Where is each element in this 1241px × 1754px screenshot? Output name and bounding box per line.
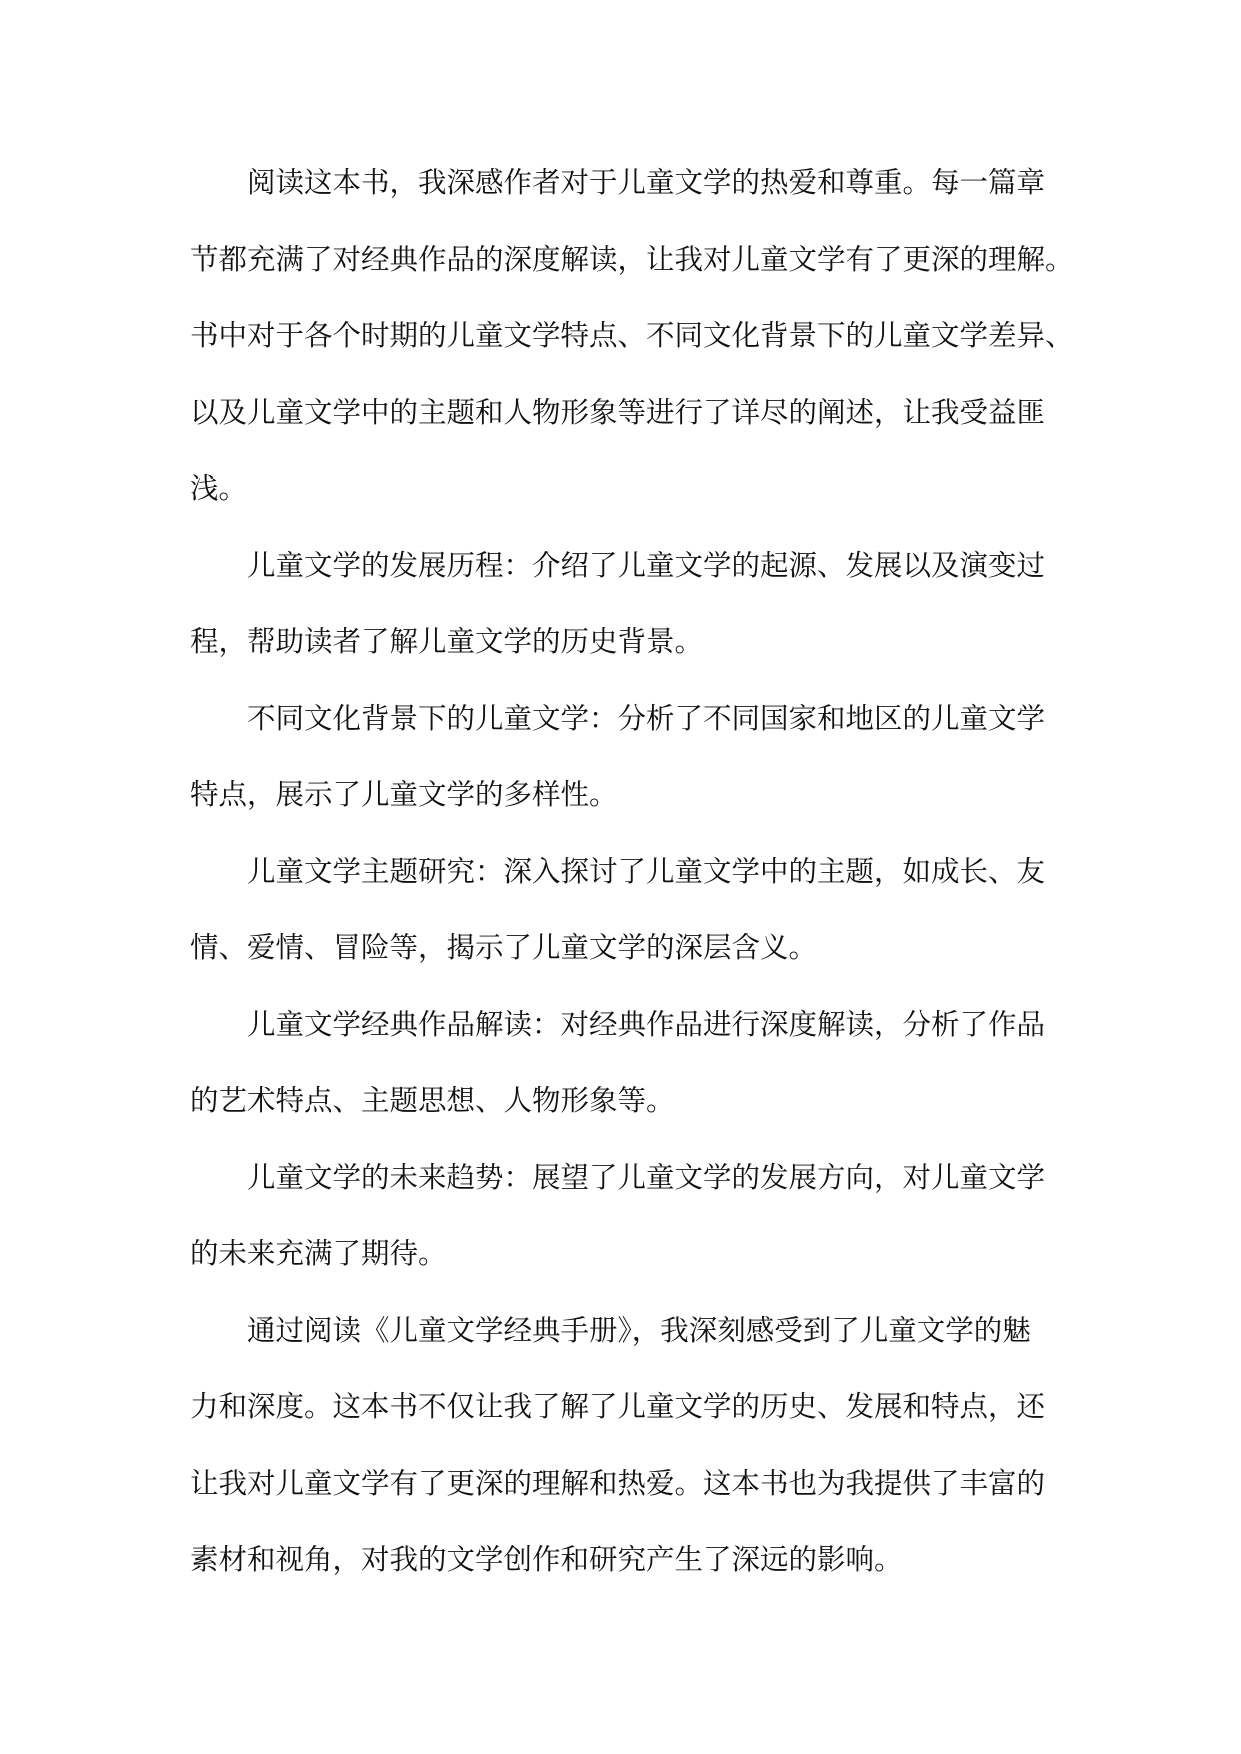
text-line: 以及儿童文学中的主题和人物形象等进行了详尽的阐述，让我受益匪: [190, 395, 1046, 429]
text-line: 程，帮助读者了解儿童文学的历史背景。: [190, 625, 704, 658]
text-line: 让我对儿童文学有了更深的理解和热爱。这本书也为我提供了丰富的: [190, 1466, 1046, 1500]
text-line: 书中对于各个时期的儿童文学特点、不同文化背景下的儿童文学差异、: [190, 319, 1074, 352]
paragraph-future-trends: [190, 1140, 1090, 1293]
paragraph-development-history: [190, 528, 1090, 681]
text-line: 儿童文学的发展历程：介绍了儿童文学的起源、发展以及演变过: [247, 548, 1046, 582]
text-line: 素材和视角，对我的文学创作和研究产生了深远的影响。: [190, 1543, 903, 1576]
paragraph-cultural-background: [190, 681, 1090, 834]
text-line: 儿童文学的未来趋势：展望了儿童文学的发展方向，对儿童文学: [247, 1160, 1046, 1194]
text-line: 情、爱情、冒险等，揭示了儿童文学的深层含义。: [190, 931, 818, 964]
paragraph-classic-works: [190, 987, 1090, 1140]
text-line: 浅。: [190, 472, 248, 505]
text-line: 力和深度。这本书不仅让我了解了儿童文学的历史、发展和特点，还: [190, 1390, 1046, 1423]
document-body: [190, 145, 1090, 1599]
paragraph-conclusion: [190, 1293, 1090, 1599]
text-line: 通过阅读《儿童文学经典手册》，我深刻感受到了儿童文学的魅: [247, 1313, 1031, 1347]
text-line: 节都充满了对经典作品的深度解读，让我对儿童文学有了更深的理解。: [190, 242, 1074, 276]
text-line: 不同文化背景下的儿童文学：分析了不同国家和地区的儿童文学: [247, 701, 1046, 735]
text-line: 儿童文学经典作品解读：对经典作品进行深度解读，分析了作品: [247, 1007, 1046, 1041]
text-line: 的艺术特点、主题思想、人物形象等。: [190, 1084, 675, 1117]
text-line: 阅读这本书，我深感作者对于儿童文学的热爱和尊重。每一篇章: [247, 166, 1046, 199]
text-line: 特点，展示了儿童文学的多样性。: [190, 778, 618, 811]
paragraph-book-impression: [190, 145, 1090, 528]
paragraph-theme-research: [190, 834, 1090, 987]
text-line: 的未来充满了期待。: [190, 1237, 447, 1270]
text-line: 儿童文学主题研究：深入探讨了儿童文学中的主题，如成长、友: [247, 854, 1046, 888]
